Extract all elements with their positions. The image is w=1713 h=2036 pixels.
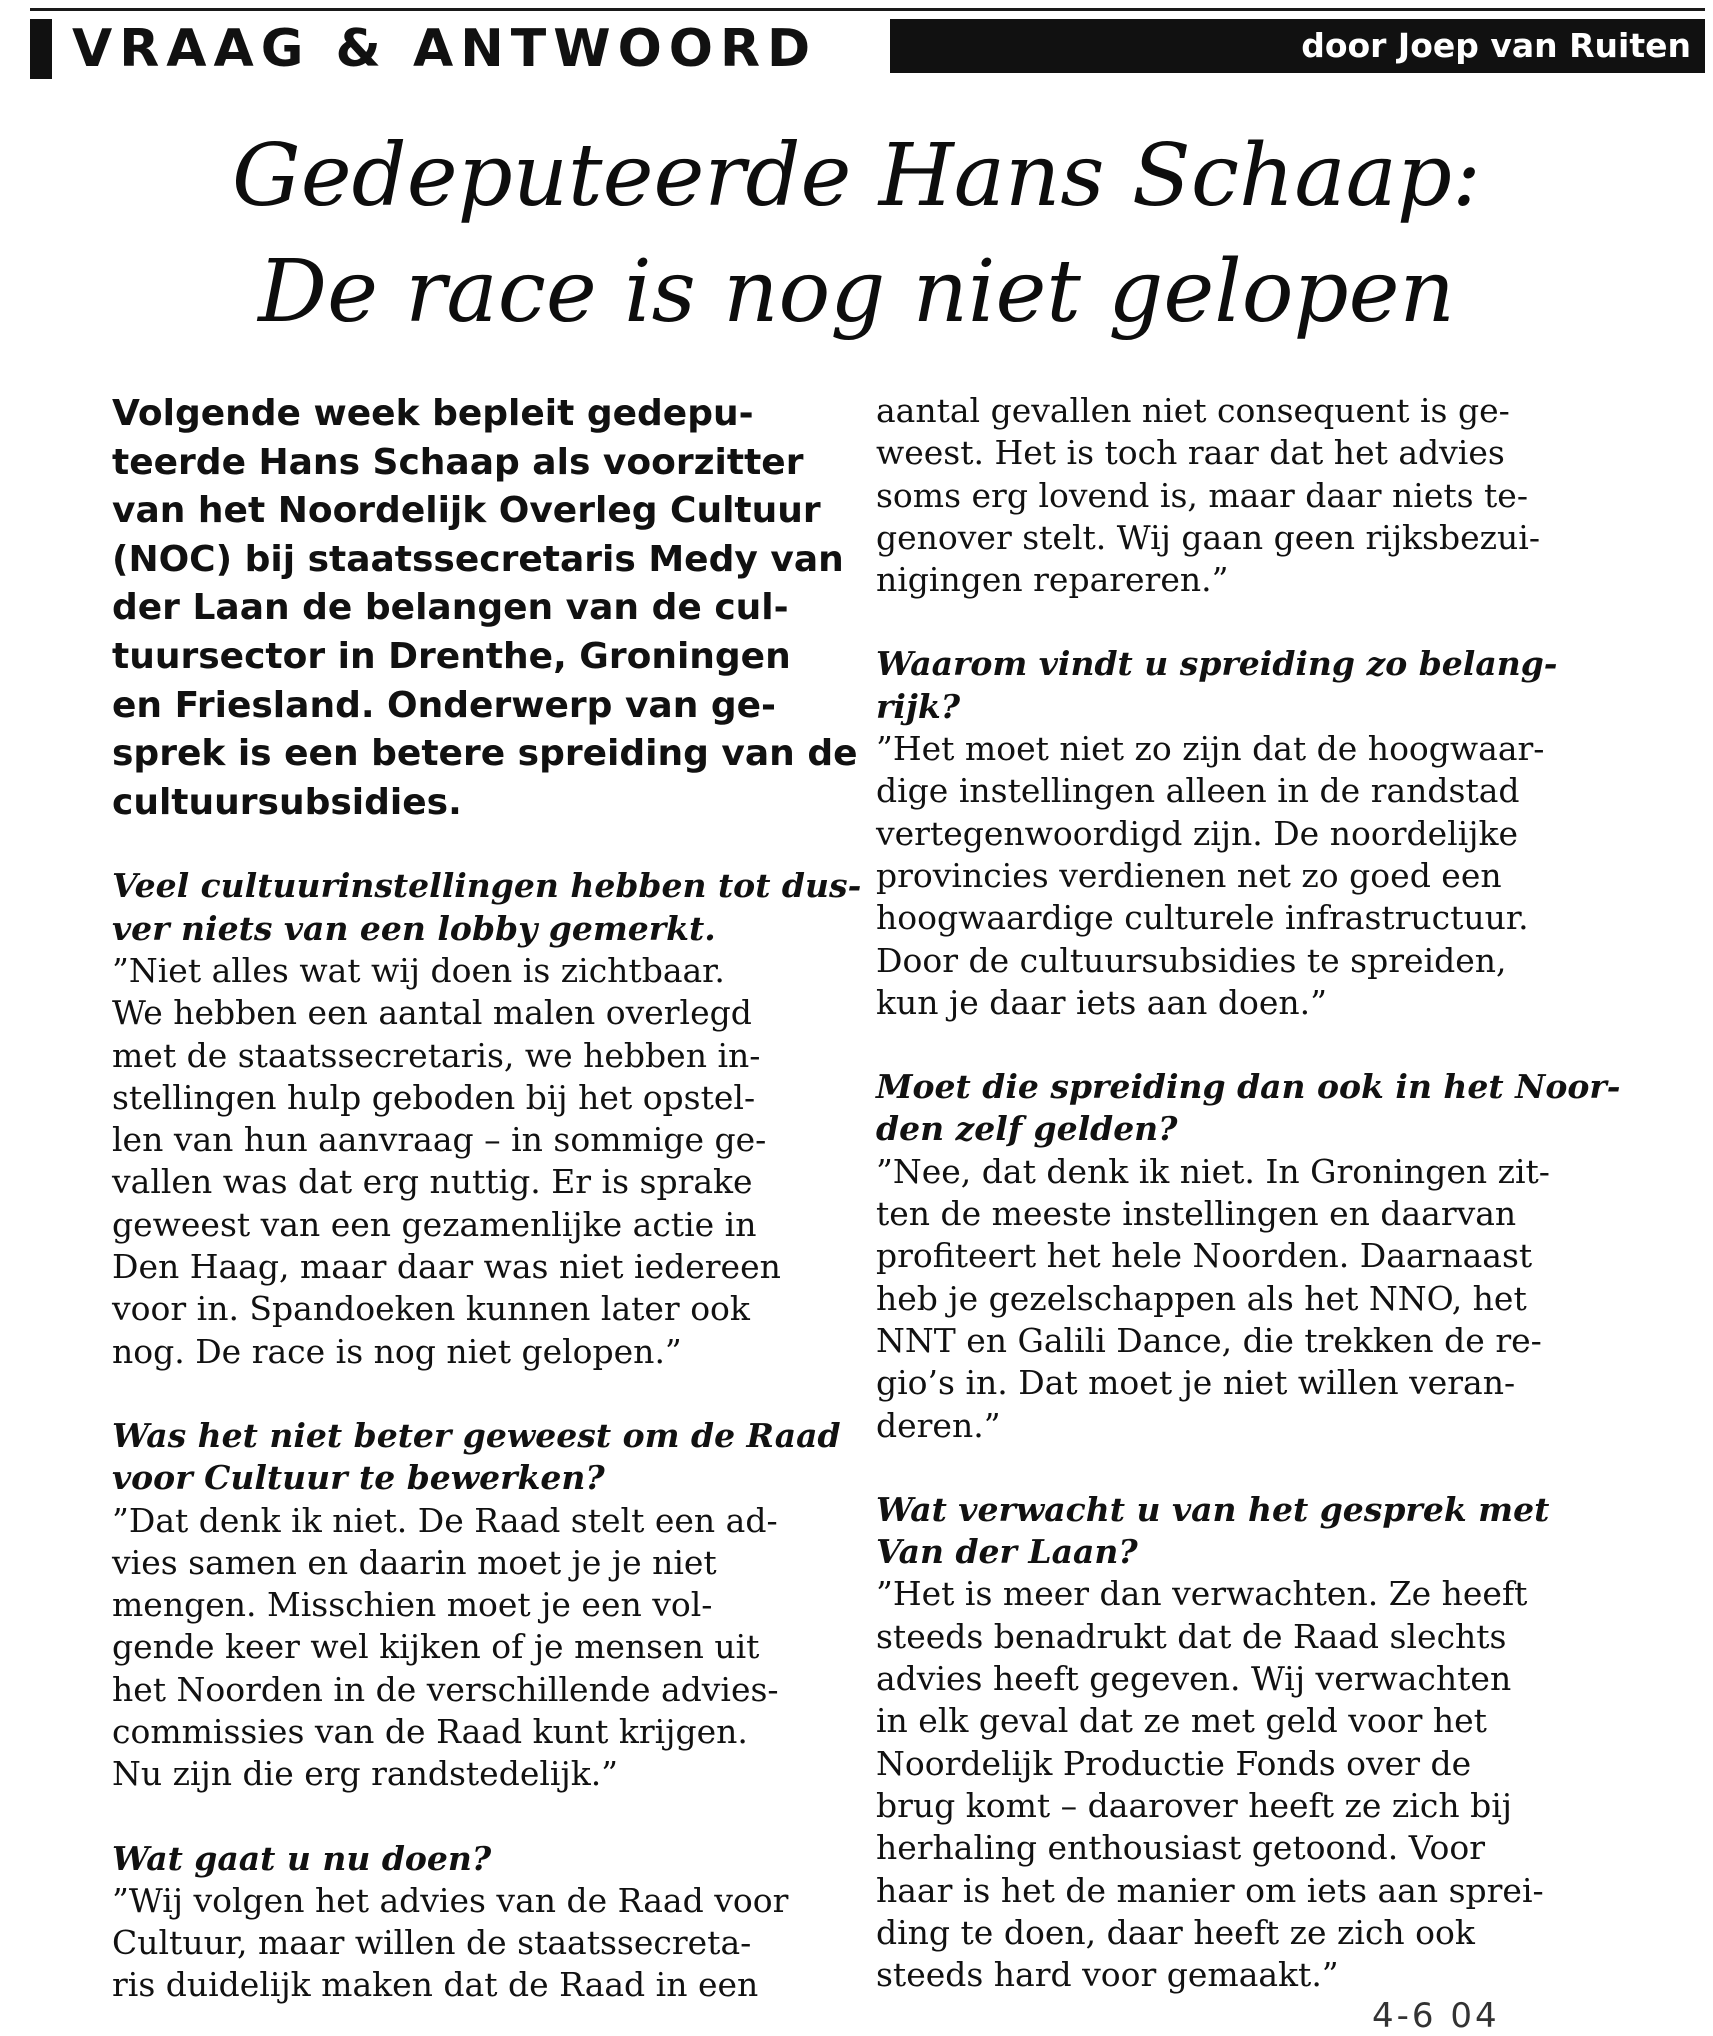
answer-1 (112, 950, 828, 1373)
answer-line: aantal gevallen niet consequent is ge- (876, 391, 1510, 430)
answer-line: vertegenwoordigd zijn. De noordelijke (876, 813, 1518, 853)
right-column (876, 390, 1621, 1996)
answer-line: len van hun aanvraag – in sommige ge- (112, 1120, 767, 1160)
answer-4 (876, 728, 1600, 1024)
answer-line: NNT en Galili Dance, die trekken de re- (876, 1320, 1542, 1360)
answer-line: stellingen hulp geboden bij het opstel- (112, 1077, 756, 1117)
question-5 (876, 1066, 1621, 1151)
answer-3 (112, 1880, 828, 2007)
answer-line: ”Het moet niet zo zijn dat de hoogwaar- (876, 729, 1545, 769)
question-line: Was het niet beter geweest om de Raad (112, 1415, 841, 1455)
answer-line: steeds hard voor gemaakt.” (876, 1955, 1339, 1995)
rubric-block (30, 19, 825, 79)
answer-line: steeds benadrukt dat de Raad slechts (876, 1616, 1507, 1656)
question-line: ver niets van een lobby gemerkt. (112, 908, 716, 948)
question-line: Van der Laan? (876, 1532, 1138, 1572)
answer-line: advies heeft gegeven. Wij verwachten (876, 1659, 1512, 1699)
answer-line: ”Wij volgen het advies van de Raad voor (112, 1880, 789, 1920)
answer-line: commissies van de Raad kunt krijgen. (112, 1711, 748, 1751)
handwritten-date: 4-6 04 (1372, 1996, 1500, 2036)
answer-line: vies samen en daarin moet je je niet (112, 1542, 717, 1582)
intro-paragraph (112, 390, 858, 827)
answer-line: nigingen repareren.” (876, 560, 1229, 600)
question-line: Waarom vindt u spreiding zo belang- (876, 644, 1558, 684)
answer-line: mengen. Misschien moet je een vol- (112, 1585, 713, 1625)
answer-line: herhaling enthousiast getoond. Voor (876, 1828, 1486, 1868)
question-line: Moet die spreiding dan ook in het Noor- (876, 1067, 1621, 1107)
section-rubric: VRAAG & ANTWOORD (52, 19, 825, 79)
answer-line: heb je gezelschappen als het NNO, het (876, 1278, 1527, 1318)
answer-3-continued (876, 390, 1600, 601)
question-line: Wat verwacht u van het gesprek met (876, 1489, 1550, 1529)
answer-line: nog. De race is nog niet gelopen.” (112, 1331, 682, 1371)
answer-line: ding te doen, daar heeft ze zich ook (876, 1912, 1475, 1952)
question-1 (112, 865, 862, 950)
intro-line: sprek is een betere spreiding van de (112, 733, 858, 775)
question-6 (876, 1489, 1600, 1574)
answer-line: soms erg lovend is, maar daar niets te- (876, 475, 1528, 515)
answer-line: provincies verdienen net zo goed een (876, 855, 1502, 895)
answer-line: ”Dat denk ik niet. De Raad stelt een ad- (112, 1500, 778, 1540)
answer-line: in elk geval dat ze met geld voor het (876, 1701, 1487, 1741)
rubric-lead-bar (30, 19, 52, 79)
answer-line: Noordelijk Productie Fonds over de (876, 1743, 1472, 1783)
answer-line: We hebben een aantal malen overlegd (112, 993, 752, 1033)
answer-line: ”Het is meer dan verwachten. Ze heeft (876, 1574, 1528, 1614)
author-byline: door Joep van Ruiten (1301, 26, 1691, 65)
left-column (112, 390, 862, 2007)
answer-line: Cultuur, maar willen de staatssecreta- (112, 1923, 752, 1963)
answer-line: hoogwaardige culturele infrastructuur. (876, 898, 1529, 938)
answer-line: profiteert het hele Noorden. Daarnaast (876, 1236, 1533, 1276)
question-line: Wat gaat u nu doen? (112, 1838, 492, 1878)
intro-line: en Friesland. Onderwerp van ge- (112, 684, 776, 726)
intro-line: tuursector in Drenthe, Groningen (112, 635, 791, 677)
answer-line: dige instellingen alleen in de randstad (876, 771, 1520, 811)
intro-line: Volgende week bepleit gedepu- (112, 393, 754, 434)
intro-line: (NOC) bij staatssecretaris Medy van (112, 538, 844, 580)
question-line: Veel cultuurinstellingen hebben tot dus- (112, 866, 862, 906)
question-2 (112, 1415, 841, 1500)
answer-line: deren.” (876, 1405, 1001, 1445)
answer-line: gende keer wel kijken of je mensen uit (112, 1627, 760, 1667)
article-headline (0, 118, 1713, 350)
answer-line: het Noorden in de verschillende advies- (112, 1669, 779, 1709)
intro-line: der Laan de belangen van de cul- (112, 587, 789, 629)
answer-line: vallen was dat erg nuttig. Er is sprake (112, 1162, 753, 1202)
question-line: den zelf gelden? (876, 1109, 1178, 1149)
answer-line: gio’s in. Dat moet je niet willen veran- (876, 1363, 1516, 1403)
answer-line: voor in. Spandoeken kunnen later ook (112, 1289, 750, 1329)
answer-line: Nu zijn die erg randstedelijk.” (112, 1754, 619, 1794)
answer-line: ”Niet alles wat wij doen is zichtbaar. (112, 950, 725, 990)
answer-line: ”Nee, dat denk ik niet. In Groningen zit- (876, 1151, 1550, 1191)
answer-line: kun je daar iets aan doen.” (876, 982, 1327, 1022)
question-line: rijk? (876, 686, 961, 726)
answer-line: Den Haag, maar daar was niet iedereen (112, 1247, 781, 1287)
answer-line: Door de cultuursubsidies te spreiden, (876, 940, 1507, 980)
answer-line: weest. Het is toch raar dat het advies (876, 433, 1505, 473)
question-4 (876, 643, 1600, 728)
answer-line: haar is het de manier om iets aan sprei- (876, 1870, 1544, 1910)
answer-5 (876, 1151, 1600, 1447)
answer-line: geweest van een gezamenlijke actie in (112, 1204, 757, 1244)
answer-6 (876, 1573, 1600, 1996)
intro-line: teerde Hans Schaap als voorzitter (112, 441, 804, 483)
answer-line: met de staatssecretaris, we hebben in- (112, 1035, 761, 1075)
section-header (30, 8, 1705, 79)
question-line: voor Cultuur te bewerken? (112, 1458, 605, 1498)
question-3 (112, 1838, 828, 1880)
answer-line: brug komt – daarover heeft ze zich bij (876, 1785, 1512, 1825)
intro-line: cultuursubsidies. (112, 781, 462, 823)
answer-2 (112, 1500, 828, 1796)
intro-line: van het Noordelijk Overleg Cultuur (112, 490, 821, 532)
answer-line: genover stelt. Wij gaan geen rijksbezui- (876, 517, 1540, 557)
answer-line: ris duidelijk maken dat de Raad in een (112, 1965, 759, 2005)
answer-line: ten de meeste instellingen en daarvan (876, 1194, 1517, 1234)
headline-line-1: Gedeputeerde Hans Schaap: (232, 126, 1481, 226)
headline-line-2: De race is nog niet gelopen (258, 242, 1455, 342)
